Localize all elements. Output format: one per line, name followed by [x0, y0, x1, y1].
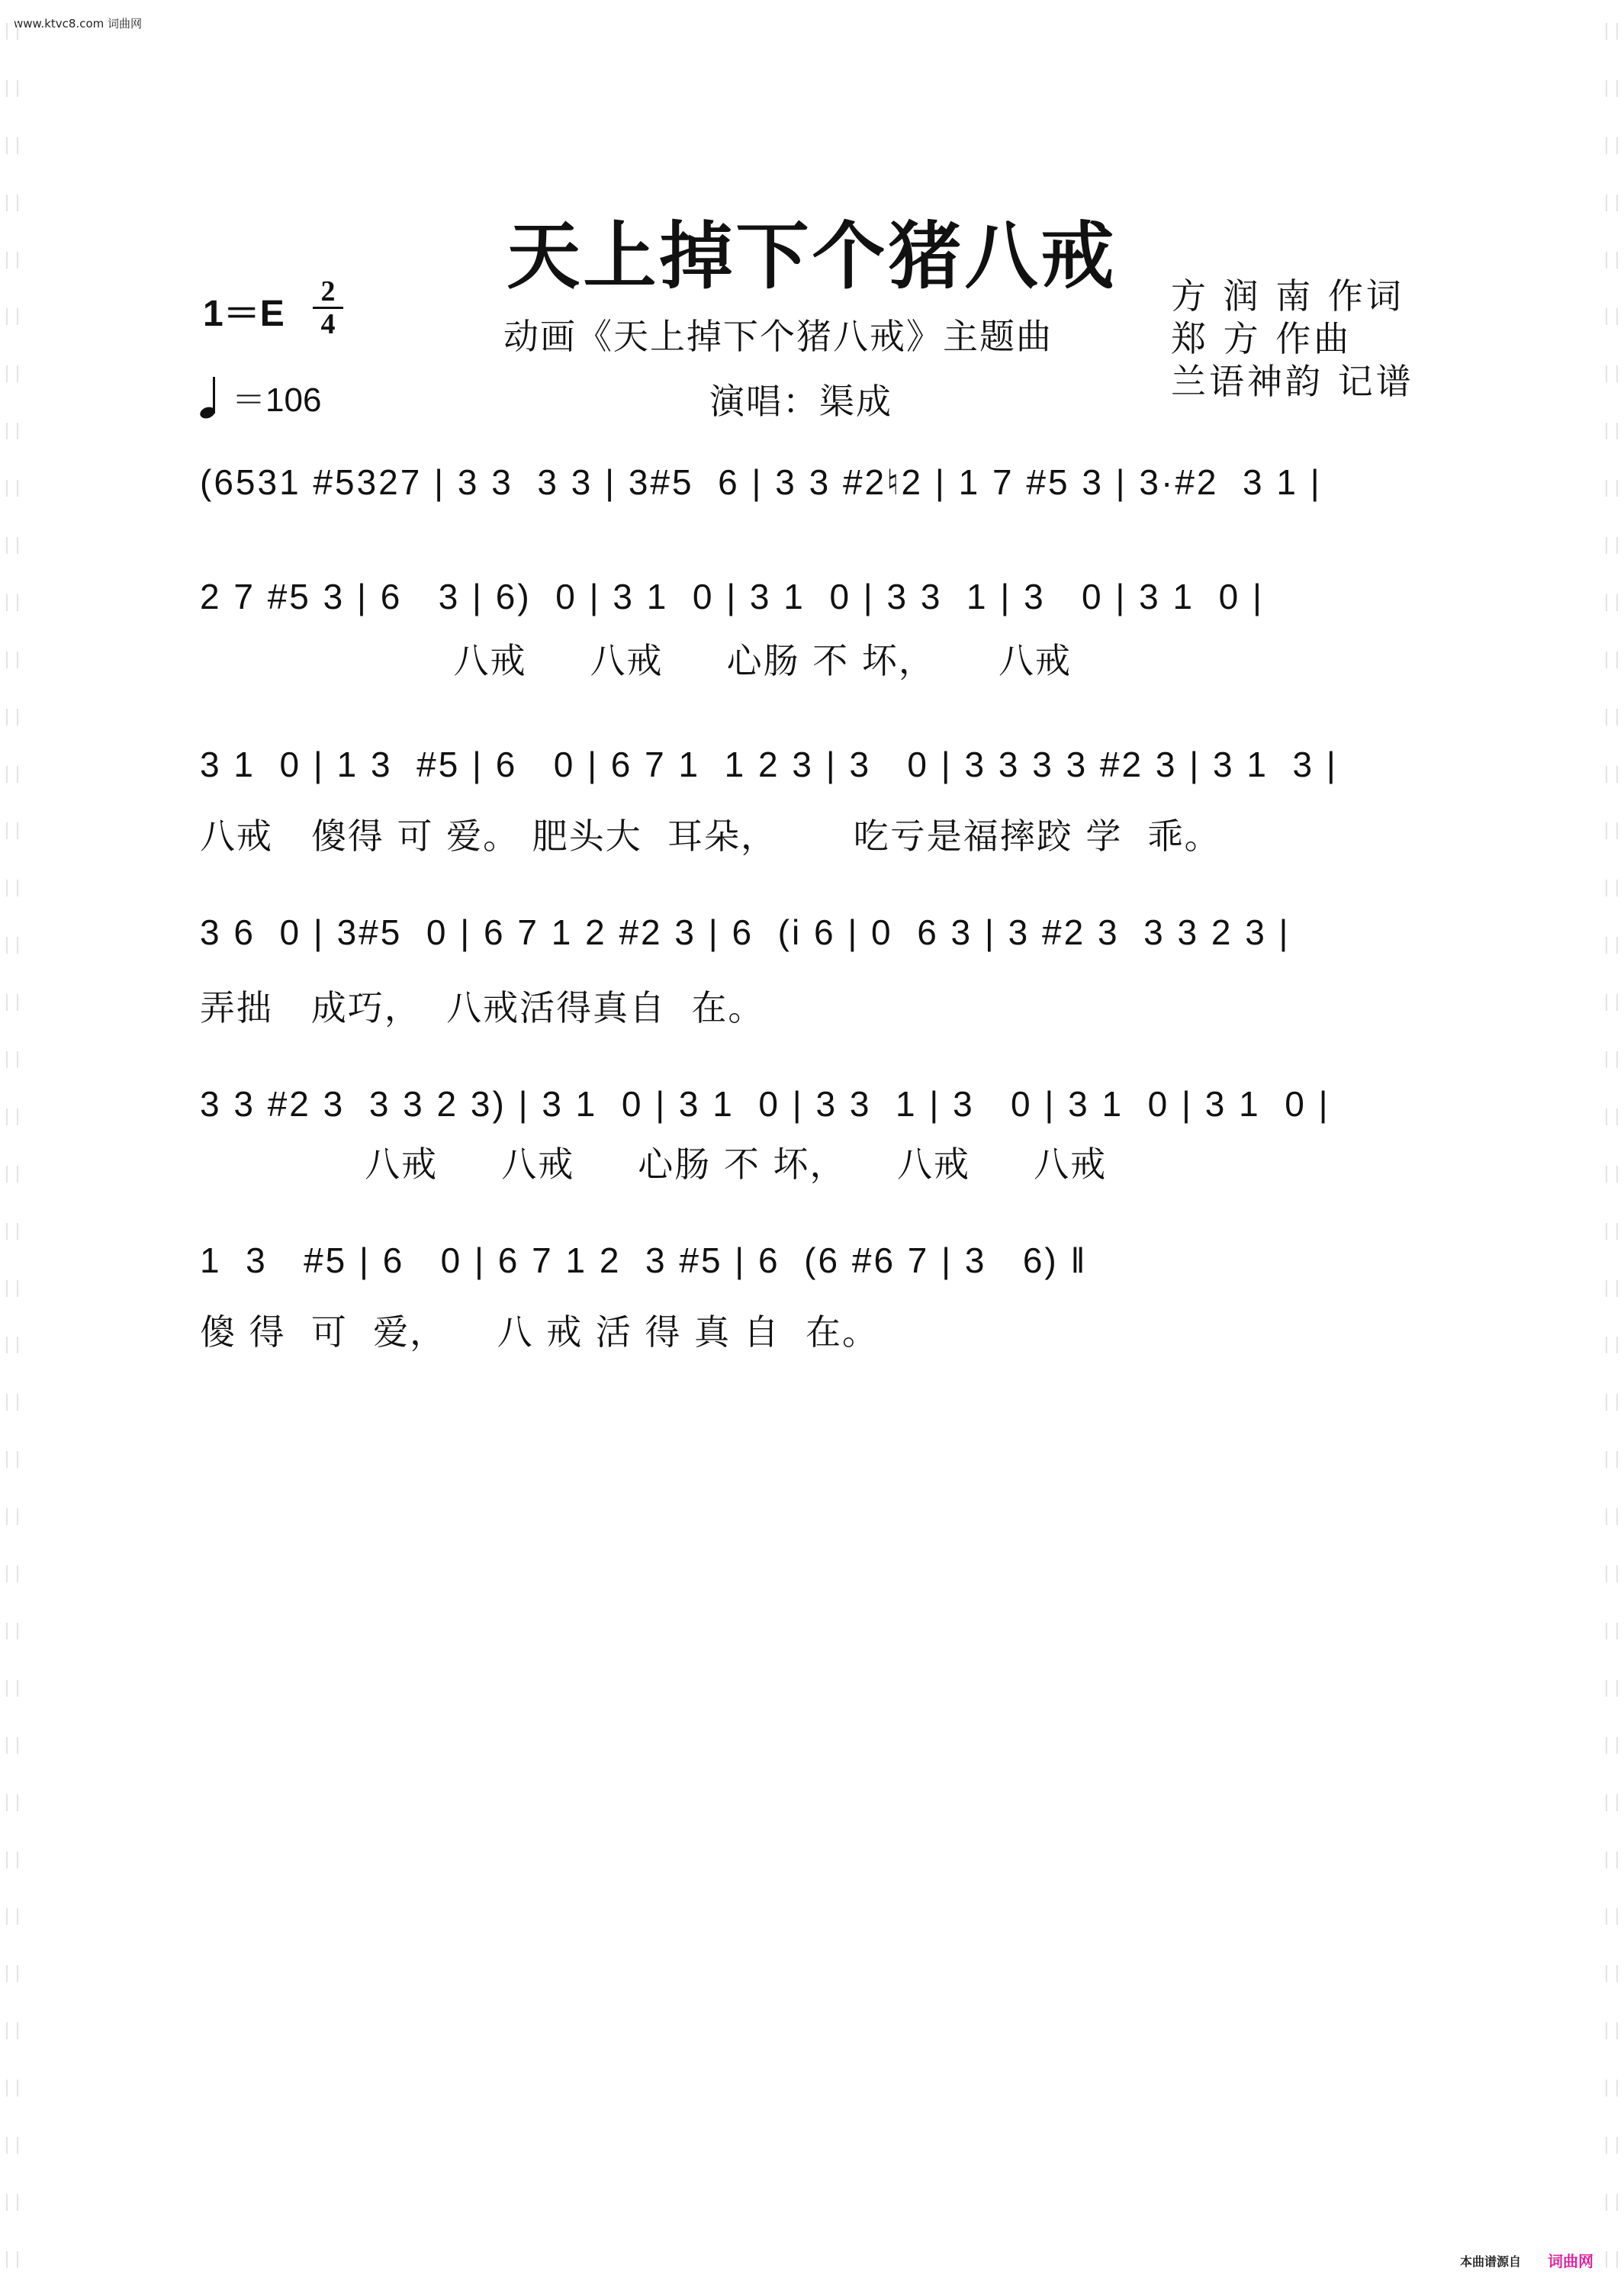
time-sig-bottom: 4: [320, 308, 336, 340]
credits: [1171, 275, 1414, 403]
time-signature: [313, 276, 343, 339]
tempo-value: ＝106: [232, 381, 322, 419]
footer-source: 本曲谱源自: [1459, 2254, 1521, 2269]
quarter-note-icon: [200, 375, 226, 418]
footer-logo[interactable]: 词曲网: [1548, 2252, 1593, 2270]
score-line-2-notes: 2 7 #5 3 | 6 3 | 6) 0 | 3 1 0 | 3 1 0 | 3 3 1 | 3 0 | 3 1 0 |: [200, 577, 1264, 616]
score-line-6-lyrics: 傻 得 可 爱， 八 戒 活 得 真 自 在。: [200, 1311, 879, 1353]
composer-credit: 郑 方 作曲: [1171, 318, 1352, 359]
lyricist-credit: 方 润 南 作词: [1171, 275, 1404, 317]
tempo-marking: [200, 372, 321, 421]
score-line-5-notes: 3 3 #2 3 3 3 2 3) | 3 1 0 | 3 1 0 | 3 3 1 | 3 0 | 3 1 0 | 3 1 0 |: [200, 1084, 1330, 1124]
song-title: 天上掉下个猪八戒: [506, 213, 1118, 299]
left-watermark-strip: [2, 23, 23, 2268]
score-line-3-lyrics: 八戒 傻得 可 爱。 肥头大 耳朵， 吃亏是福摔跤 学 乖。: [200, 816, 1221, 857]
score-line-2-lyrics: 八戒 八戒 心肠 不 坏， 八戒: [200, 640, 1072, 681]
right-watermark-strip: [1601, 23, 1622, 2268]
transcriber-credit: 兰语神韵 记谱: [1171, 361, 1414, 402]
time-sig-top: 2: [320, 275, 336, 307]
score-line-4-notes: 3 6 0 | 3#5 0 | 6 7 1 2 #2 3 | 6 (i 6 | 0 6 3 | 3 #2 3 3 3 2 3 |: [200, 912, 1291, 952]
score-line-6-notes: 1 3 #5 | 6 0 | 6 7 1 2 3 #5 | 6 (6 #6 7 | 3 6) ‖: [200, 1240, 1088, 1280]
score-line-5-lyrics: 八戒 八戒 心肠 不 坏， 八戒 八戒: [200, 1144, 1108, 1185]
site-url: www.ktvc8.com 词曲网: [14, 17, 143, 31]
subtitle: 动画《天上掉下个猪八戒》主题曲: [503, 316, 1053, 357]
score-line-4-lyrics: 弄拙 成巧， 八戒活得真自 在。: [200, 987, 765, 1028]
key-signature: 1＝E: [203, 294, 285, 334]
score-line-3-notes: 3 1 0 | 1 3 #5 | 6 0 | 6 7 1 1 2 3 | 3 0 | 3 3 3 3 #2 3 | 3 1 3 |: [200, 745, 1338, 784]
singer: 演唱：渠成: [709, 381, 892, 422]
score-line-1-notes: (6531 #5327 | 3 3 3 3 | 3#5 6 | 3 3 #2♮2 | 1 7 #5 3 | 3·#2 3 1 |: [200, 462, 1322, 502]
